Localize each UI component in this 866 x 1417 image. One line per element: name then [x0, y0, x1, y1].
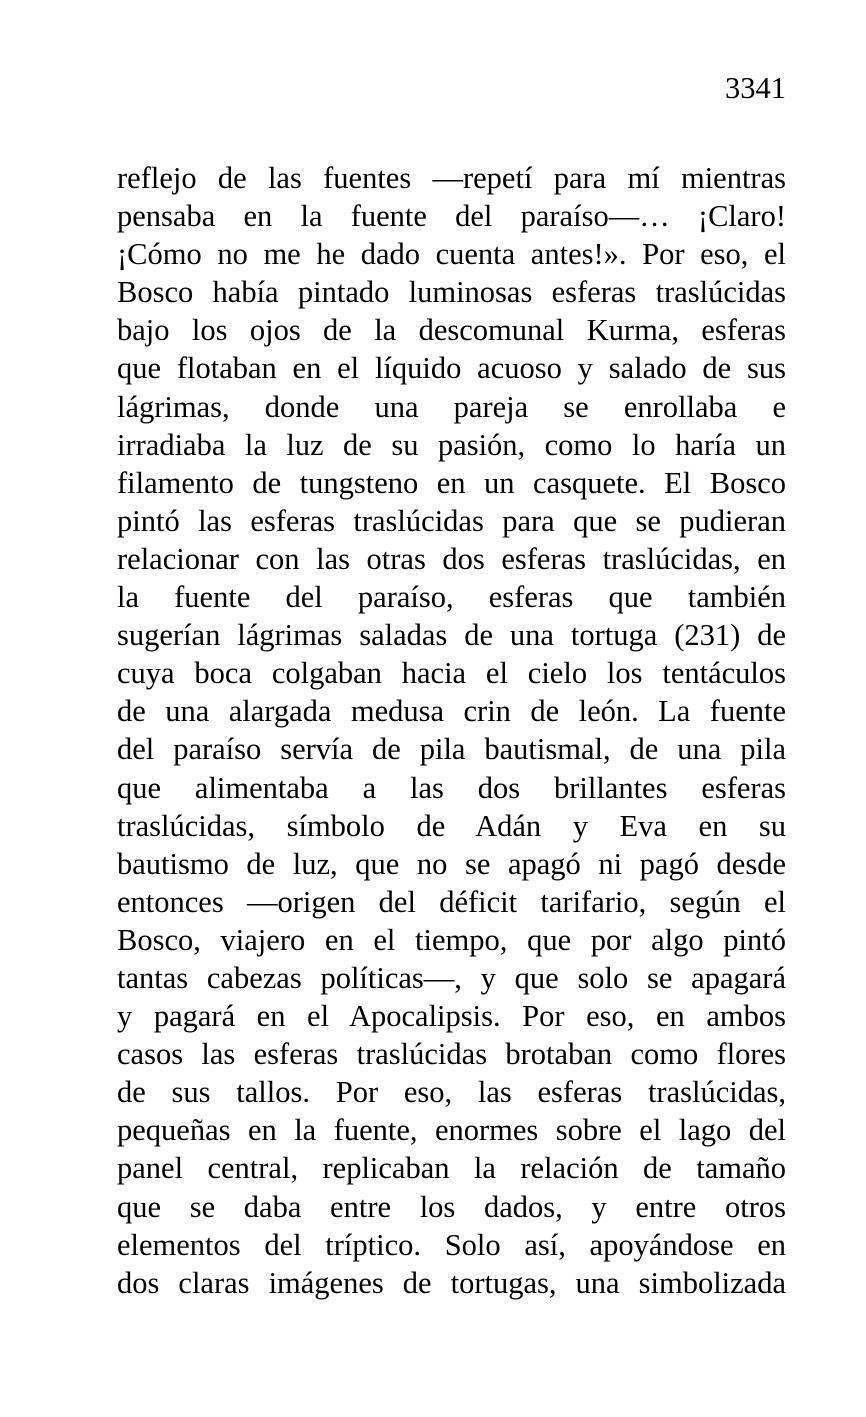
text-line: que se daba entre los dados, y entre otros	[117, 1189, 786, 1224]
text-line: bautismo de luz, que no se apagó ni pagó desde	[117, 846, 786, 881]
text-line: pequeñas en la fuente, enormes sobre el lago del	[117, 1113, 786, 1148]
text-line: y pagará en el Apocalipsis. Por eso, en ambos	[117, 999, 786, 1034]
text-line: de sus tallos. Por eso, las esferas traslúcidas,	[117, 1075, 786, 1110]
text-line: pensaba en la fuente del paraíso—… ¡Claro!	[117, 199, 786, 234]
text-line: panel central, replicaban la relación de tamaño	[117, 1151, 786, 1186]
text-line: elementos del tríptico. Solo así, apoyándose en	[117, 1227, 786, 1262]
text-line: casos las esferas traslúcidas brotaban como flores	[117, 1037, 786, 1072]
text-line: Bosco, viajero en el tiempo, que por algo pintó	[117, 922, 786, 957]
text-line: dos claras imágenes de tortugas, una simbolizada	[117, 1265, 786, 1300]
text-line: sugerían lágrimas saladas de una tortuga (231) de	[117, 618, 786, 653]
text-line: traslúcidas, símbolo de Adán y Eva en su	[117, 808, 786, 843]
text-line: tantas cabezas políticas—, y que solo se apagará	[117, 960, 786, 995]
text-line: reflejo de las fuentes —repetí para mí mientras	[117, 161, 786, 195]
text-line: la fuente del paraíso, esferas que también	[117, 580, 786, 615]
text-line: pintó las esferas traslúcidas para que se pudieran	[117, 503, 786, 538]
text-line: entonces —origen del déficit tarifario, según el	[117, 884, 786, 919]
text-line: Bosco había pintado luminosas esferas traslúcidas	[117, 275, 786, 310]
text-line: del paraíso servía de pila bautismal, de una pila	[117, 732, 786, 767]
text-line: relacionar con las otras dos esferas traslúcidas, en	[117, 541, 786, 576]
text-line: bajo los ojos de la descomunal Kurma, esferas	[117, 313, 786, 348]
text-line: que flotaban en el líquido acuoso y salado de sus	[117, 351, 786, 386]
page-number: 3341	[725, 71, 786, 105]
text-line: que alimentaba a las dos brillantes esferas	[117, 770, 786, 805]
text-line: de una alargada medusa crin de león. La fuente	[117, 694, 786, 729]
text-line: lágrimas, donde una pareja se enrollaba e	[117, 389, 786, 424]
text-line: cuya boca colgaban hacia el cielo los tentáculos	[117, 656, 786, 691]
text-line: irradiaba la luz de su pasión, como lo haría un	[117, 427, 786, 462]
text-line: ¡Cómo no me he dado cuenta antes!». Por eso, el	[117, 237, 786, 272]
text-line: filamento de tungsteno en un casquete. El Bosco	[117, 465, 786, 500]
body-text	[117, 159, 786, 1302]
